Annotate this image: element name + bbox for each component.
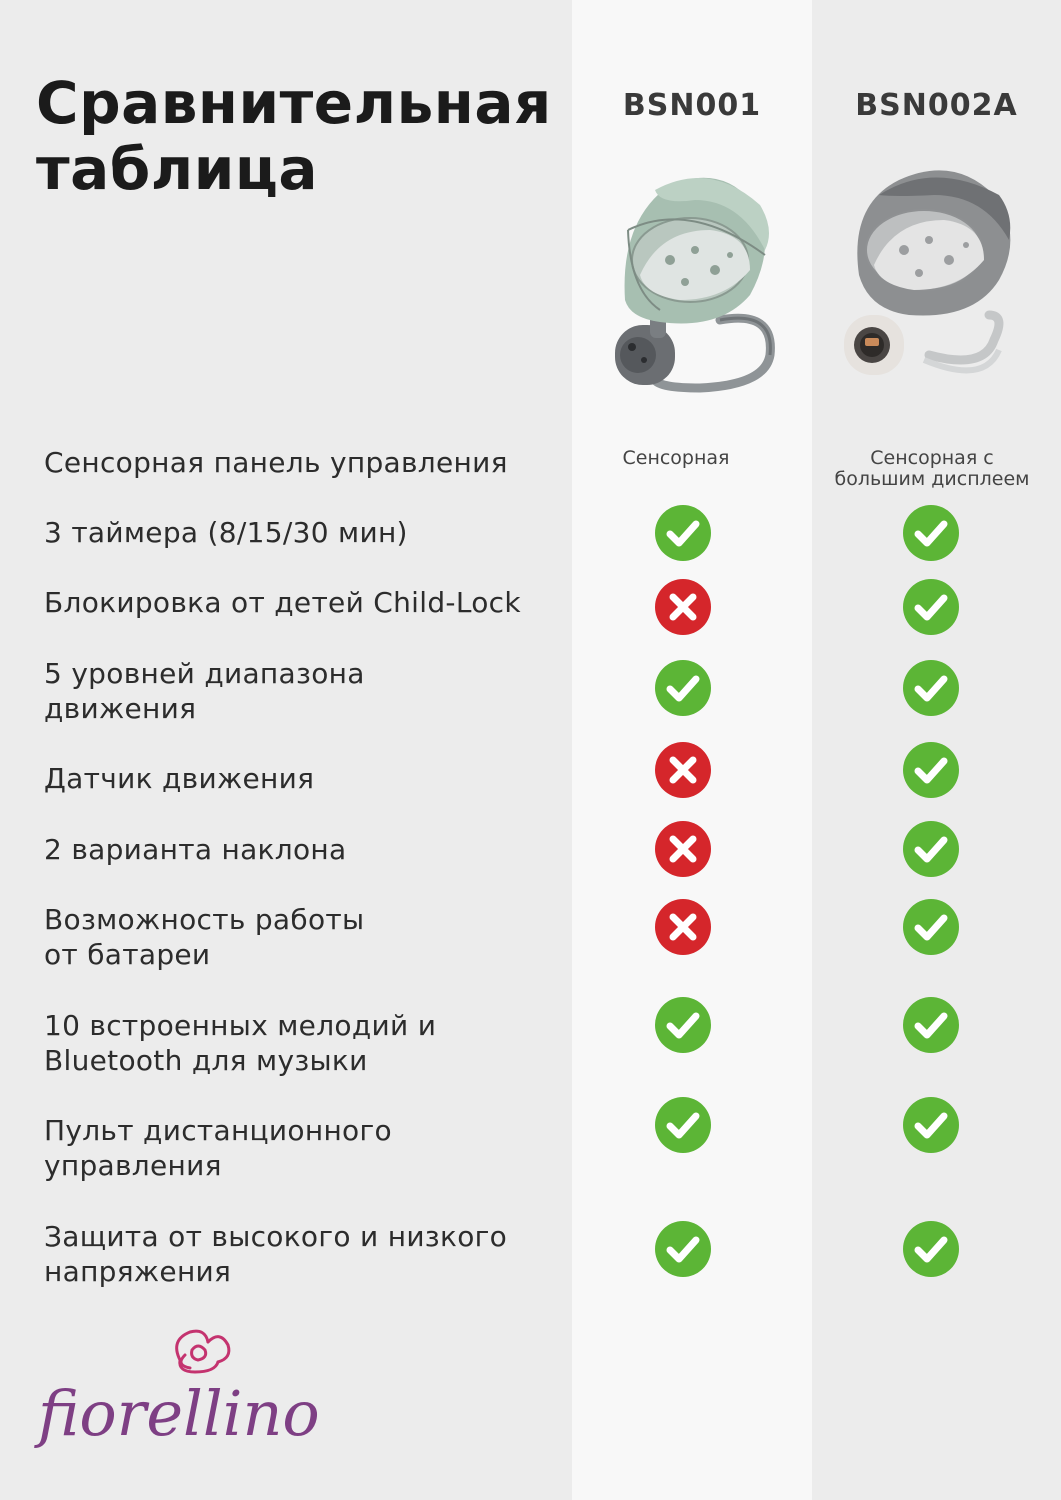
bsn001-touch-panel-value: Сенсорная — [622, 447, 730, 469]
check-icon — [902, 820, 960, 878]
feature-motion-sensor: Датчик движения — [44, 762, 315, 795]
cross-icon — [654, 741, 712, 799]
check-icon — [902, 504, 960, 562]
check-icon — [654, 1096, 712, 1154]
check-icon — [902, 996, 960, 1054]
feature-melodies-bluetooth: 10 встроенных мелодий и Bluetooth для музыки — [44, 1009, 437, 1077]
model-bsn002a-label: BSN002A — [855, 88, 1018, 123]
page-title: Сравнительная таблица — [36, 69, 552, 203]
check-icon — [902, 1096, 960, 1154]
check-icon — [902, 659, 960, 717]
check-icon — [902, 578, 960, 636]
feature-recline: 2 варианта наклона — [44, 833, 347, 866]
check-icon — [654, 1220, 712, 1278]
cross-icon — [654, 578, 712, 636]
cross-icon — [654, 898, 712, 956]
model-bsn001-label: BSN001 — [622, 88, 762, 123]
feature-child-lock: Блокировка от детей Child-Lock — [44, 586, 521, 619]
feature-motion-range: 5 уровней диапазона движения — [44, 657, 365, 725]
check-icon — [902, 1220, 960, 1278]
check-icon — [902, 898, 960, 956]
flower-icon — [177, 1331, 229, 1372]
cross-icon — [654, 820, 712, 878]
check-icon — [902, 741, 960, 799]
feature-voltage-protection: Защита от высокого и низкого напряжения — [44, 1220, 508, 1288]
check-icon — [654, 996, 712, 1054]
bsn002a-touch-panel-value: Сенсорная с большим дисплеем — [834, 447, 1030, 490]
feature-touch-panel: Сенсорная панель управления — [44, 446, 508, 479]
feature-timers: 3 таймера (8/15/30 мин) — [44, 516, 408, 549]
feature-battery: Возможность работы от батареи — [44, 903, 365, 971]
bsn001-product-image — [600, 160, 790, 400]
logo-wordmark: fiorellino — [38, 1377, 320, 1450]
feature-remote: Пульт дистанционного управления — [44, 1114, 392, 1182]
fiorellino-logo — [30, 1320, 340, 1455]
check-icon — [654, 504, 712, 562]
check-icon — [654, 659, 712, 717]
bsn002a-product-image — [834, 155, 1034, 400]
